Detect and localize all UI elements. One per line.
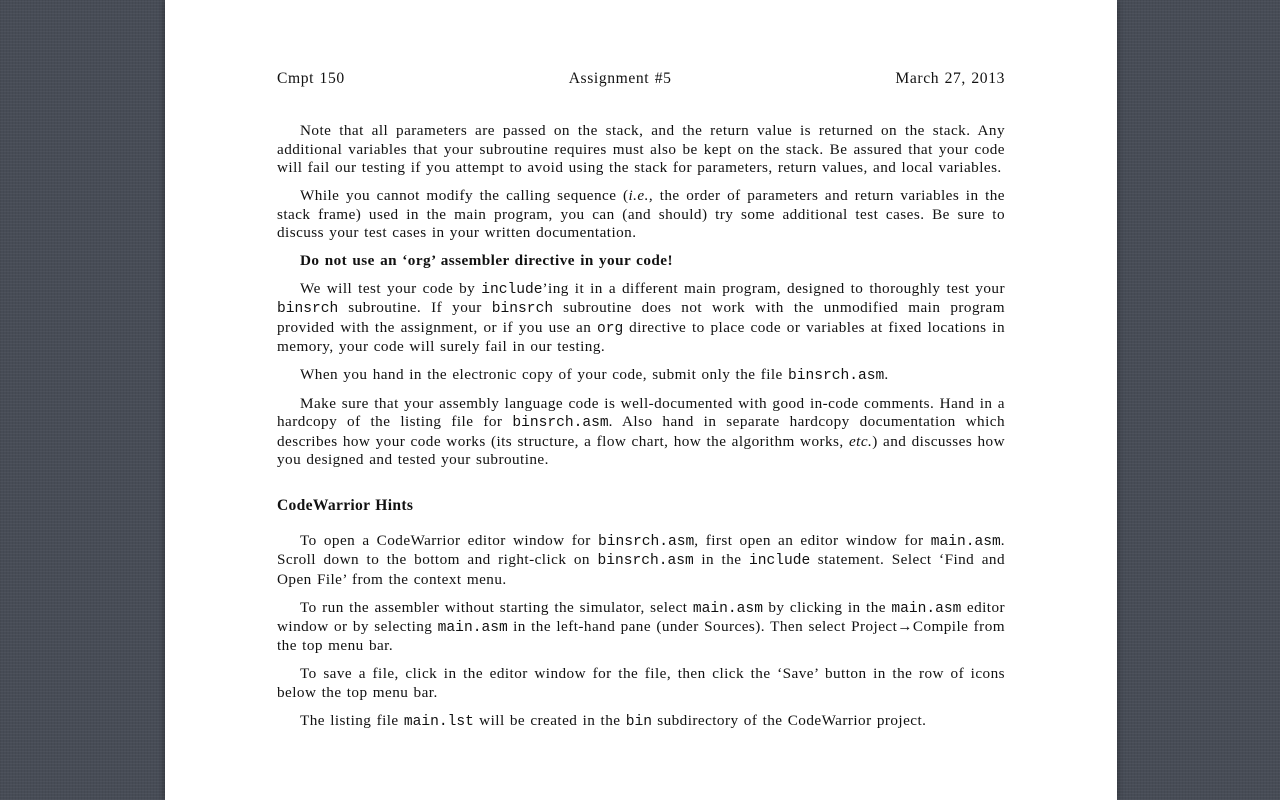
text-segment: . xyxy=(884,365,889,383)
text-segment: in the xyxy=(693,551,749,569)
code-filename: binsrch.asm xyxy=(597,553,694,570)
code-filename: main.lst xyxy=(403,713,474,730)
paragraph-hand-in xyxy=(277,366,1005,385)
date-label: March 27, 2013 xyxy=(895,70,1005,87)
hint-run-assembler xyxy=(277,599,1005,656)
text-segment: , first open an editor window for xyxy=(694,531,931,549)
page-content xyxy=(277,70,1005,740)
text-segment: subroutine. If your xyxy=(338,299,492,317)
text-segment: The listing file xyxy=(300,711,404,729)
emphasis-text: i.e. xyxy=(628,187,649,205)
code-filename: binsrch.asm xyxy=(787,367,885,384)
text-segment: ) and discusses how you designed and tested your subroutine. xyxy=(277,432,1005,468)
text-segment: by clicking in the xyxy=(762,598,892,616)
text-segment: . Scroll down to the bottom and right-click on xyxy=(277,531,1005,569)
paragraph-calling-sequence xyxy=(277,187,1005,242)
text-segment: Make sure that your assembly language code is well-documented with good in-code comments. Hand in a hardcopy of the listing file for xyxy=(277,394,1005,431)
text-segment: editor window or by selecting xyxy=(277,598,1006,635)
hint-listing-file xyxy=(277,712,1005,731)
text-segment: To open a CodeWarrior editor window for xyxy=(300,531,598,549)
section-heading: CodeWarrior Hints xyxy=(277,497,414,515)
text-segment: subdirectory of the CodeWarrior project. xyxy=(651,711,927,729)
code-include: include xyxy=(481,281,543,298)
code-filename: main.asm xyxy=(891,600,962,617)
code-binsrch: binsrch xyxy=(491,301,554,318)
text-segment: We will test your code by xyxy=(300,279,482,297)
code-filename: binsrch.asm xyxy=(512,415,609,432)
course-label: Cmpt 150 xyxy=(277,70,345,87)
assignment-title: Assignment #5 xyxy=(568,70,672,87)
paragraph-testing xyxy=(277,280,1005,357)
code-org: org xyxy=(597,320,624,337)
text-segment: . Also hand in separate hardcopy documentation which describes how your code works (its structure, a flow chart, how the algorithm works, xyxy=(277,413,1005,450)
page-header xyxy=(277,70,1005,88)
text-segment: To run the assembler without starting the simulator, select xyxy=(300,598,693,616)
code-include: include xyxy=(748,553,811,570)
code-filename: binsrch.asm xyxy=(597,533,695,550)
text-segment: , the order of parameters and return variables in the stack frame) used in the main program, you can (and should) try some additional test cases. Be sure to discuss your test cases in your written documentation. xyxy=(277,187,1006,241)
code-filename: main.asm xyxy=(692,600,763,617)
paragraph-documentation xyxy=(277,395,1005,470)
text-segment: statement. Select ‘Find and Open File’ from the context menu. xyxy=(277,551,1005,588)
paragraph-org-warning: Do not use an ‘org’ assembler directive in your code! xyxy=(300,251,673,269)
text-segment: While you cannot modify the calling sequence ( xyxy=(300,187,629,205)
paragraph-stack-parameters: Note that all parameters are passed on the stack, and the return value is returned on the stack. Any additional variables that your subroutine requires must also be kept on the stack. Be assured that your code will fail our testing if you attempt to avoid using the stack for parameters, return values, and local variables. xyxy=(277,122,1005,177)
hint-save-file: To save a file, click in the editor window for the file, then click the ‘Save’ button in the row of icons below the top menu bar. xyxy=(277,665,1005,701)
text-segment: in the left-hand pane (under Sources). Then select Project→Compile from the top menu bar. xyxy=(277,617,1006,655)
code-directory: bin xyxy=(625,713,652,730)
text-segment: When you hand in the electronic copy of your code, submit only the file xyxy=(300,365,788,383)
text-segment: ’ing it in a different main program, designed to thoroughly test your xyxy=(542,279,1005,297)
document-page xyxy=(165,0,1117,800)
text-segment: directive to place code or variables at fixed locations in memory, your code will surely fail in our testing. xyxy=(277,318,1005,355)
code-binsrch: binsrch xyxy=(277,301,339,318)
code-filename: main.asm xyxy=(437,619,508,636)
text-segment: subroutine does not work with the unmodified main program provided with the assignment, or if you use an xyxy=(277,299,1005,336)
emphasis-text: etc. xyxy=(848,432,873,450)
text-segment: will be created in the xyxy=(473,711,626,729)
code-filename: main.asm xyxy=(930,533,1001,550)
hint-open-editor xyxy=(277,532,1005,589)
